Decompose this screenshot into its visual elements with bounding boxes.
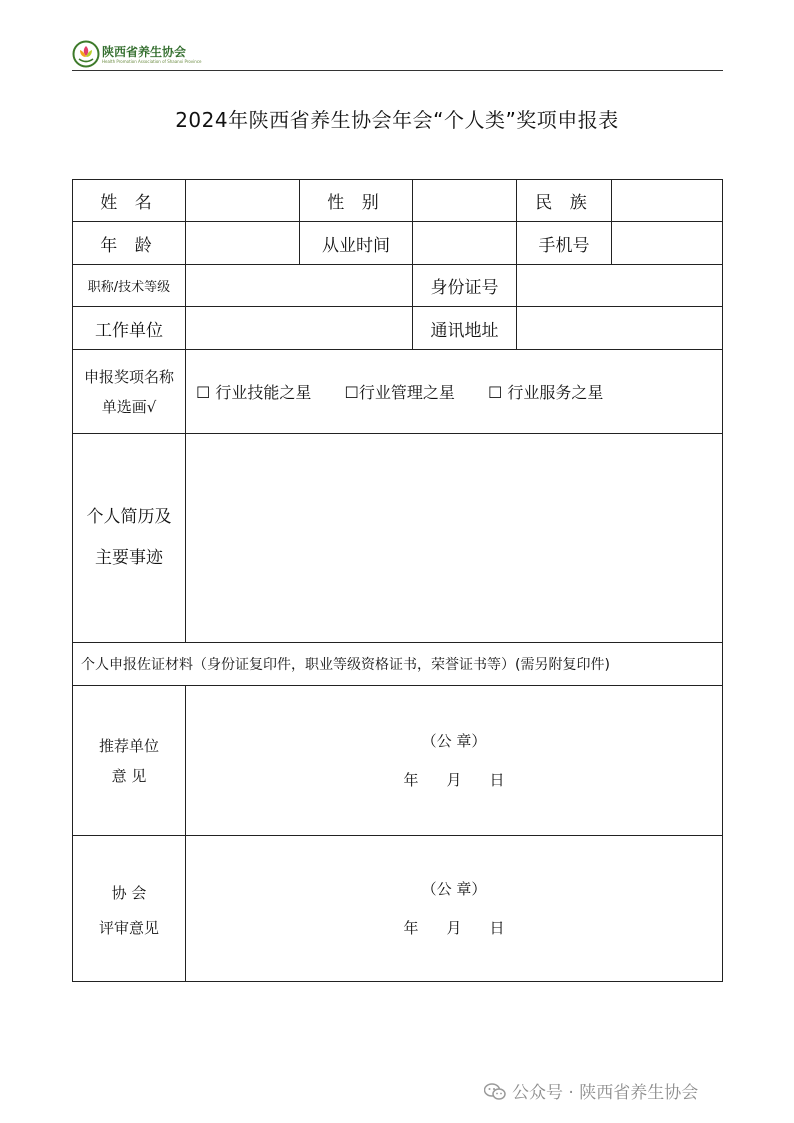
form-row-name: [73, 180, 723, 222]
recommend-date: [186, 761, 722, 800]
title-level-label: 职称/技术等级: [73, 265, 186, 307]
recommend-field[interactable]: [186, 686, 723, 836]
form-row-association: [73, 836, 723, 982]
association-seal: （公 章）: [421, 879, 487, 898]
form-row-age: [73, 222, 723, 265]
form-row-resume: [73, 434, 723, 643]
age-field[interactable]: [186, 222, 300, 265]
recommend-label-line2: 意 见: [111, 766, 147, 785]
age-label: 年 龄: [73, 222, 186, 265]
association-field[interactable]: [186, 836, 723, 982]
wechat-watermark: [484, 1078, 698, 1103]
award-label-line1: 申报奖项名称: [83, 367, 174, 386]
workplace-label: 工作单位: [73, 307, 186, 350]
name-label: 姓 名: [73, 180, 186, 222]
association-date: [186, 909, 722, 948]
resume-label: [73, 434, 186, 643]
recommend-date-day: 日: [489, 770, 505, 789]
association-date-year: 年: [403, 918, 419, 937]
association-logo-icon: [72, 40, 100, 68]
career-time-field[interactable]: [413, 222, 517, 265]
association-date-day: 日: [489, 918, 505, 937]
association-label: [73, 836, 186, 982]
recommend-date-year: 年: [403, 770, 419, 789]
title-level-field[interactable]: [186, 265, 413, 307]
name-field[interactable]: [186, 180, 300, 222]
id-field[interactable]: [517, 265, 723, 307]
workplace-field[interactable]: [186, 307, 413, 350]
ethnicity-field[interactable]: [612, 180, 723, 222]
application-form: [72, 179, 723, 982]
award-label-line2: 单选画√: [101, 397, 157, 416]
association-date-month: 月: [446, 918, 462, 937]
address-field[interactable]: [517, 307, 723, 350]
resume-label-line2: 主要事迹: [95, 548, 163, 568]
watermark-text: 公众号 · 陕西省养生协会: [512, 1083, 699, 1103]
association-label-line2: 评审意见: [98, 919, 159, 937]
form-row-title-level: [73, 265, 723, 307]
form-row-recommend: [73, 686, 723, 836]
recommend-date-month: 月: [446, 770, 462, 789]
phone-field[interactable]: [612, 222, 723, 265]
org-name: 陕西省养生协会: [102, 45, 187, 59]
org-name-en: Health Promotion Association of Shaanxi Province: [102, 59, 202, 64]
letterhead: [72, 40, 723, 71]
gender-field[interactable]: [413, 180, 517, 222]
award-option-service[interactable]: ☐ 行业服务之星: [487, 383, 604, 402]
id-label: 身份证号: [413, 265, 517, 307]
career-time-label: 从业时间: [300, 222, 413, 265]
recommend-label: [73, 686, 186, 836]
association-label-line1: 协 会: [111, 884, 147, 902]
form-row-award: [73, 350, 723, 434]
resume-field[interactable]: [186, 434, 723, 643]
wechat-icon: [484, 1083, 506, 1101]
recommend-seal: （公 章）: [421, 731, 487, 750]
form-row-materials: [73, 643, 723, 686]
award-options: [186, 350, 723, 434]
recommend-label-line1: 推荐单位: [98, 736, 159, 755]
award-option-management[interactable]: ☐行业管理之星: [344, 383, 455, 402]
address-label: 通讯地址: [413, 307, 517, 350]
resume-label-line1: 个人简历及: [86, 507, 172, 528]
page-title: 2024年陕西省养生协会年会“个人类”奖项申报表: [175, 108, 619, 132]
form-row-workplace: [73, 307, 723, 350]
ethnicity-label: 民 族: [517, 180, 612, 222]
award-label: [73, 350, 186, 434]
gender-label: 性 别: [300, 180, 413, 222]
phone-label: 手机号: [517, 222, 612, 265]
materials-note: 个人申报佐证材料（身份证复印件，职业等级资格证书，荣誉证书等）(需另附复印件): [73, 643, 723, 686]
award-option-skill[interactable]: ☐ 行业技能之星: [196, 383, 312, 402]
